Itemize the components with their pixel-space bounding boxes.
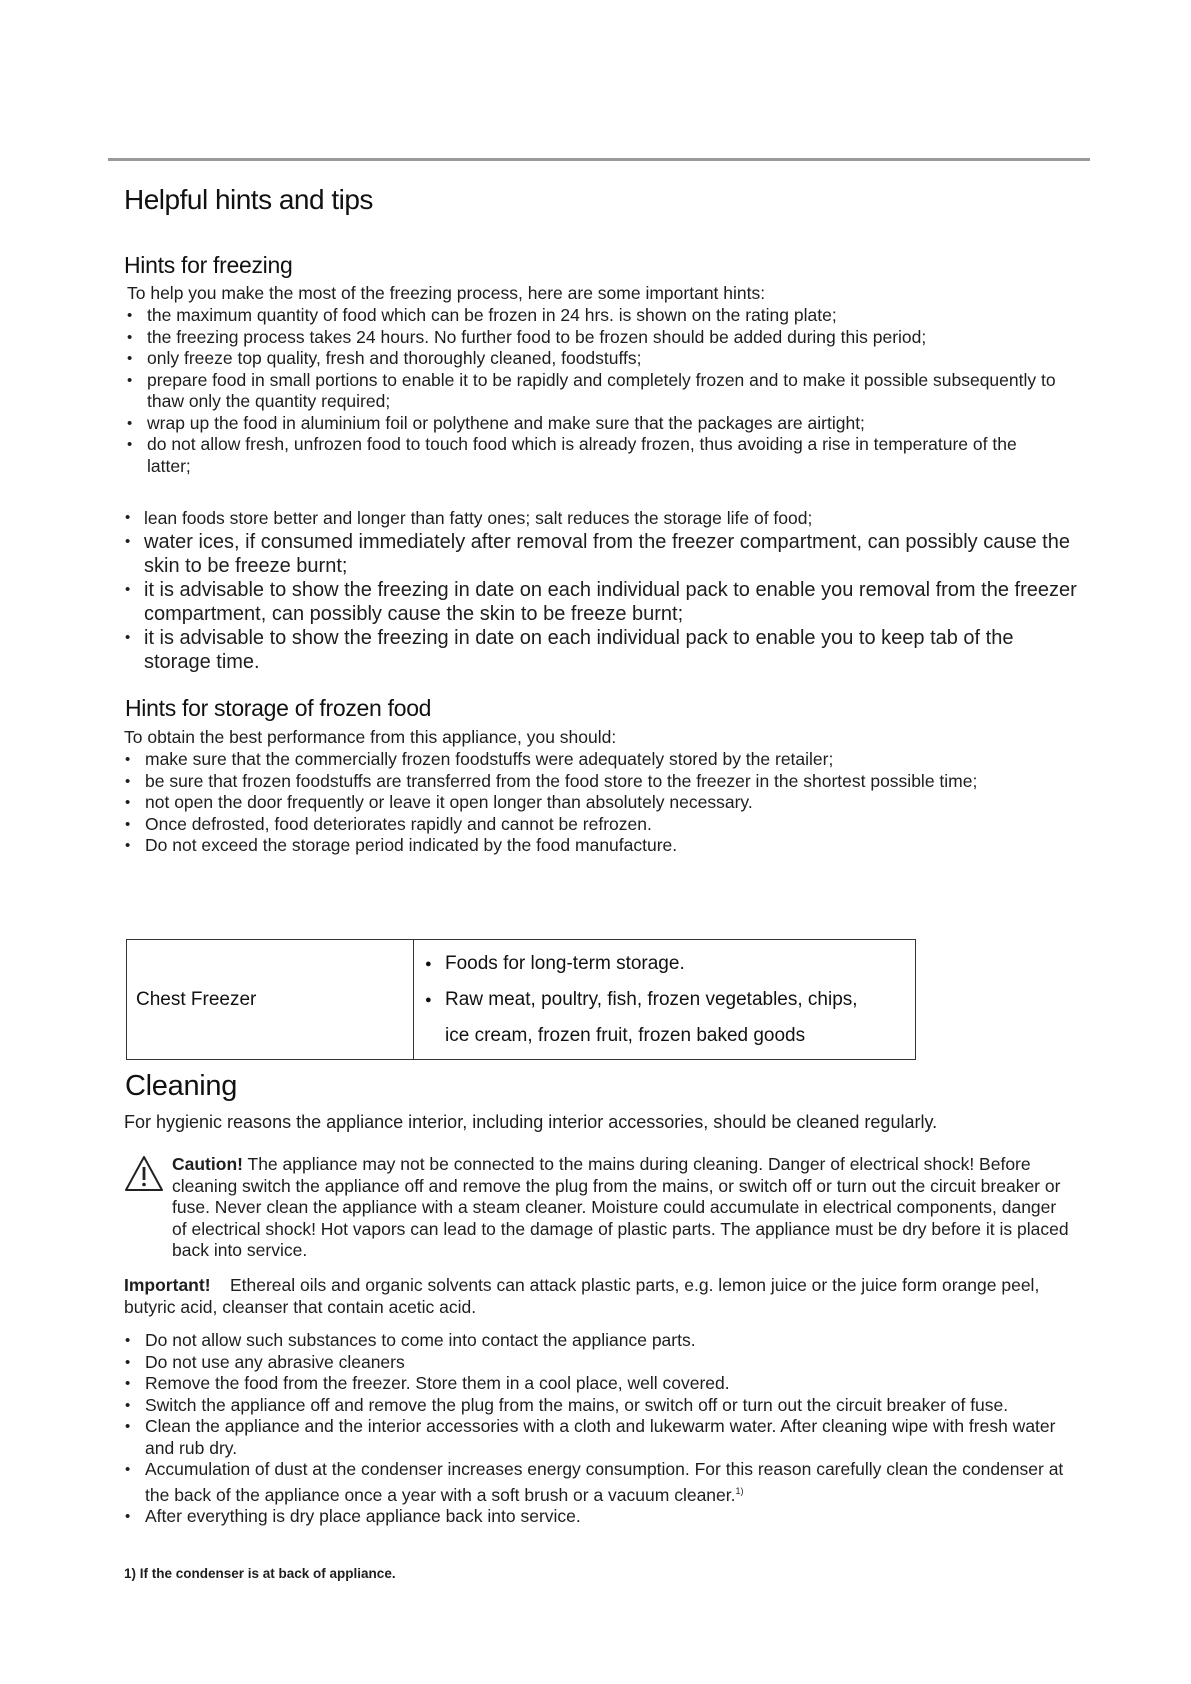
list-item: • After everything is dry place appliance back into service.: [123, 1506, 1083, 1528]
important-label: Important!: [124, 1275, 211, 1295]
cleaning-intro: For hygienic reasons the appliance interior, including interior accessories, should be cleaned regularly.: [124, 1112, 938, 1132]
caution-text: [172, 1154, 1072, 1262]
list-item: • Switch the appliance off and remove the plug from the mains, or switch off or turn out the circuit breaker of fuse.: [123, 1395, 1083, 1417]
footnote-mark: 1): [735, 1485, 744, 1496]
storage-list: [123, 749, 1073, 857]
important-body: Ethereal oils and organic solvents can attack plastic parts, e.g. lemon juice or the juice form orange peel, butyric acid, cleanser that contain acetic acid.: [124, 1275, 1040, 1317]
table-row: [127, 940, 916, 1060]
page-title: Helpful hints and tips: [124, 184, 373, 215]
list-item: • water ices, if consumed immediately after removal from the freezer compartment, can possibly cause the skin to be freeze burnt;: [123, 530, 1083, 578]
list-item: • not open the door frequently or leave it open longer than absolutely necessary.: [123, 792, 1073, 814]
list-item: • it is advisable to show the freezing in date on each individual pack to enable you to keep tab of the storage time.: [123, 626, 1083, 674]
caution-body: The appliance may not be connected to the mains during cleaning. Danger of electrical shock! Before cleaning switch the appliance off and remove the plug from the mains, or switch off or turn out the circuit breaker or fuse. Never clean the appliance with a steam cleaner. Moisture could accumulate in electrical components, danger of electrical shock! Hot vapors can lead to the damage of plastic parts. The appliance must be dry before it is placed back into service.: [172, 1154, 1069, 1260]
list-item: • lean foods store better and longer than fatty ones; salt reduces the storage life of food;: [123, 506, 1083, 530]
table-item: ● Foods for long-term storage.: [424, 946, 915, 982]
table-item: [424, 982, 915, 1054]
freezing-intro: To help you make the most of the freezing process, here are some important hints:: [127, 283, 766, 303]
freezing-list-2: [123, 506, 1083, 674]
storage-intro: To obtain the best performance from this appliance, you should:: [124, 727, 617, 747]
list-item: [123, 1459, 1083, 1506]
list-item: • Do not use any abrasive cleaners: [123, 1352, 1083, 1374]
list-item: • only freeze top quality, fresh and thoroughly cleaned, foodstuffs;: [125, 348, 1085, 370]
list-item: • it is advisable to show the freezing in date on each individual pack to enable you removal from the freezer compartment, can possibly cause the skin to be freeze burnt;: [123, 578, 1083, 626]
footnote: 1) If the condenser is at back of appliance.: [124, 1566, 396, 1581]
list-item: • prepare food in small portions to enable it to be rapidly and completely frozen and to make it possible subsequently to thaw only the quantity required;: [125, 370, 1085, 413]
freezing-list: [125, 305, 1085, 477]
list-item: • be sure that frozen foodstuffs are transferred from the food store to the freezer in the shortest possible time;: [123, 771, 1073, 793]
storage-table: [126, 939, 916, 1060]
table-item-line: ice cream, frozen fruit, frozen baked goods: [445, 1024, 806, 1046]
table-category: Chest Freezer: [127, 940, 414, 1060]
list-item: • Remove the food from the freezer. Store them in a cool place, well covered.: [123, 1373, 1083, 1395]
caution-label: Caution!: [172, 1154, 243, 1174]
list-item: • wrap up the food in aluminium foil or polythene and make sure that the packages are airtight;: [125, 413, 1085, 435]
important-note: [124, 1275, 1084, 1318]
list-item-text: Accumulation of dust at the condenser increases energy consumption. For this reason carefully clean the condenser at the back of the appliance once a year with a soft brush or a vacuum cleaner.: [145, 1459, 1064, 1505]
cleaning-heading: Cleaning: [125, 1070, 238, 1102]
list-item: • Once defrosted, food deteriorates rapidly and cannot be refrozen.: [123, 814, 1073, 836]
top-divider: [108, 158, 1090, 161]
list-item: • the freezing process takes 24 hours. No further food to be frozen should be added during this period;: [125, 327, 1085, 349]
list-item: • do not allow fresh, unfrozen food to touch food which is already frozen, thus avoiding a rise in temperature of the latter;: [125, 434, 1085, 477]
list-item: • make sure that the commercially frozen foodstuffs were adequately stored by the retailer;: [123, 749, 1073, 771]
list-item: • Clean the appliance and the interior accessories with a cloth and lukewarm water. After cleaning wipe with fresh water and rub dry.: [123, 1416, 1083, 1459]
warning-triangle-icon: [124, 1154, 164, 1194]
table-item-line: ● Raw meat, poultry, fish, frozen vegetables, chips,: [445, 988, 858, 1010]
table-items-cell: [414, 940, 916, 1060]
list-item: • the maximum quantity of food which can be frozen in 24 hrs. is shown on the rating plate;: [125, 305, 1085, 327]
list-item: • Do not exceed the storage period indicated by the food manufacture.: [123, 835, 1073, 857]
list-item: • Do not allow such substances to come into contact the appliance parts.: [123, 1330, 1083, 1352]
cleaning-list: [123, 1330, 1083, 1527]
freezing-heading: Hints for freezing: [124, 252, 293, 278]
storage-heading: Hints for storage of frozen food: [125, 695, 432, 721]
